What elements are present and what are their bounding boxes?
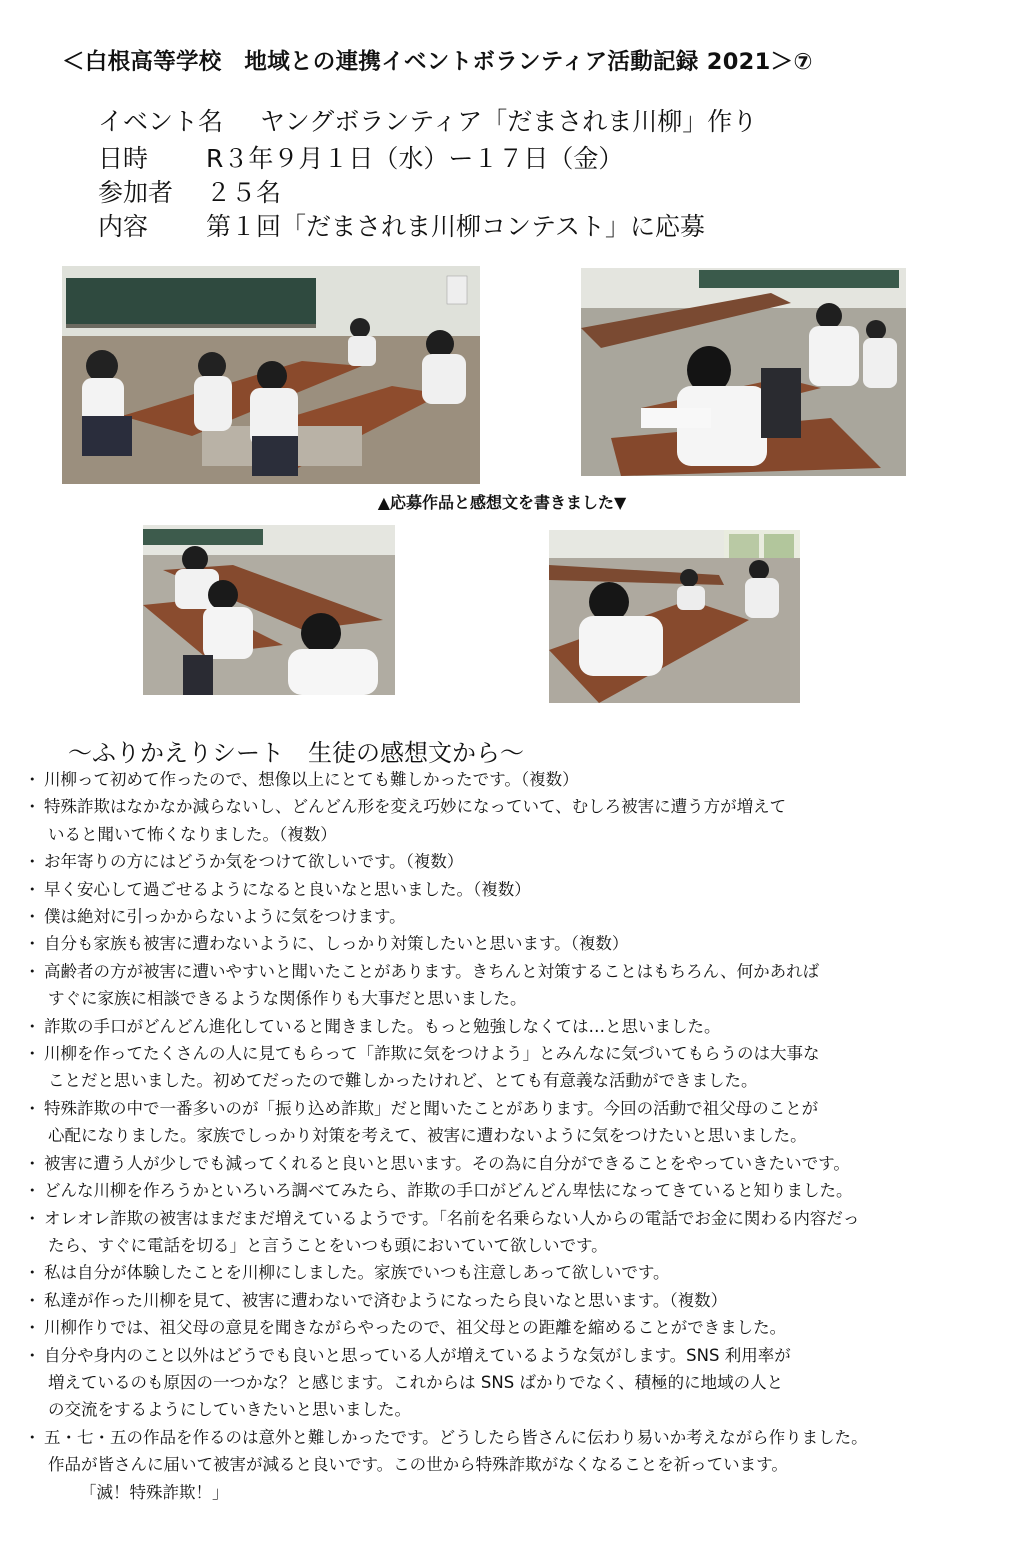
reflection-line: ・ どんな川柳を作ろうかといろいろ調べてみたら、詐欺の手口がどんどん卑怯になってきていると知りました。 — [44, 1181, 853, 1201]
reflection-line: ・ 川柳作りでは、祖父母の意見を聞きながらやったので、祖父母との距離を縮めることができました。 — [44, 1318, 787, 1338]
reflections-title: ～ふりかえりシート 生徒の感想文から～ — [68, 739, 524, 767]
reflection-item — [30, 1150, 1020, 1177]
event-date-value: R３年９月１日（水）ー１７日（金） — [206, 144, 624, 173]
page-title: ＜白根高等学校 地域との連携イベントボランティア活動記録 2021＞⑦ — [62, 49, 813, 75]
reflection-item — [30, 876, 1020, 903]
reflection-item — [30, 848, 1020, 875]
event-name-row — [98, 102, 757, 138]
event-date-label: 日時 — [98, 144, 149, 173]
reflection-item — [30, 1177, 1020, 1204]
reflection-line: ・ 早く安心して過ごせるようになると良いなと思いました。（複数） — [44, 879, 531, 899]
reflection-line: ・ 自分や身内のこと以外はどうでも良いと思っている人が増えているような気がします。SNS 利用率が — [44, 1345, 791, 1365]
reflection-line: ・ 被害に遭う人が少しでも減ってくれると良いと思います。その為に自分ができることをやっていきたいです。 — [44, 1153, 850, 1173]
reflection-line: 心配になりました。家族でしっかり対策を考えて、被害に遭わないように気をつけたいと思いました。 — [48, 1126, 807, 1146]
reflection-line: 作品が皆さんに届いて被害が減ると良いです。この世から特殊詐欺がなくなることを祈っています。 — [48, 1455, 788, 1475]
reflection-item — [30, 930, 1020, 957]
reflection-line: ・ 自分も家族も被害に遭わないように、しっかり対策したいと思います。（複数） — [44, 934, 629, 954]
reflection-line: ・ お年寄りの方にはどうか気をつけて欲しいです。（複数） — [44, 852, 464, 872]
event-name-label: イベント名 — [98, 107, 224, 136]
photo-caption: ▲応募作品と感想文を書きました▼ — [377, 493, 627, 512]
content-row — [98, 207, 705, 243]
reflection-line: ・ 特殊詐欺はなかなか減らないし、どんどん形を変え巧妙になっていて、むしろ被害に遭う方が増えて — [44, 797, 787, 817]
reflection-line: の交流をするようにしていきたいと思いました。 — [48, 1400, 411, 1420]
reflection-item — [30, 1095, 1020, 1150]
content-label: 内容 — [98, 212, 149, 241]
reflection-line: ・ オレオレ詐欺の被害はまだまだ増えているようです。「名前を名乗らない人からの電話でお金に関わる内容だっ — [44, 1208, 860, 1228]
students-writing-photo — [581, 268, 906, 476]
reflection-line: ・ 川柳を作ってたくさんの人に見てもらって「詐欺に気をつけよう」とみんなに気づいてもらうのは大事な — [44, 1044, 820, 1064]
participants-row — [98, 173, 281, 209]
reflection-line: たら、すぐに電話を切る」と言うことをいつも頭においていて欲しいです。 — [48, 1235, 608, 1255]
reflection-item — [30, 903, 1020, 930]
desk-row-photo — [143, 525, 395, 695]
reflection-item — [30, 1040, 1020, 1095]
reflection-item — [30, 1205, 1020, 1260]
reflection-line: ・ 特殊詐欺の中で一番多いのが「振り込め詐欺」だと聞いたことがあります。今回の活動で祖父母のことが — [44, 1098, 819, 1118]
classroom-photo — [62, 266, 480, 484]
reflection-item — [30, 1259, 1020, 1286]
participants-label: 参加者 — [98, 178, 174, 207]
reflection-item — [30, 1342, 1020, 1424]
reflection-item — [30, 1013, 1020, 1040]
event-date-row — [98, 139, 623, 175]
reflection-item — [30, 1287, 1020, 1314]
event-name-value: ヤングボランティア「だまされま川柳」作り — [260, 107, 758, 136]
content-value: 第１回「だまされま川柳コンテスト」に応募 — [206, 212, 706, 241]
reflection-line: ・ 詐欺の手口がどんどん進化していると聞きました。もっと勉強しなくては…と思いました。 — [44, 1016, 721, 1036]
reflection-line: ・ 私達が作った川柳を見て、被害に遭わないで済むようになったら良いなと思います。（複数） — [44, 1290, 728, 1310]
reflection-line: いると聞いて怖くなりました。（複数） — [48, 824, 337, 844]
reflection-item — [30, 958, 1020, 1013]
reflection-item — [30, 1424, 1020, 1479]
reflection-item — [30, 793, 1020, 848]
reflection-item — [30, 1314, 1020, 1341]
reflection-line: ・ 僕は絶対に引っかからないように気をつけます。 — [44, 907, 406, 927]
reflection-line: ・ 私は自分が体験したことを川柳にしました。家族でいつも注意しあって欲しいです。 — [44, 1263, 670, 1283]
reflection-list — [30, 766, 1020, 1506]
reflection-line: ・ 高齢者の方が被害に遭いやすいと聞いたことがあります。きちんと対策することはもちろん、何かあれば — [44, 961, 820, 981]
reflection-line: すぐに家族に相談できるような関係作りも大事だと思いました。 — [48, 989, 527, 1009]
participants-value: ２５名 — [206, 178, 282, 207]
student-at-desk-photo — [549, 530, 800, 703]
reflection-line: 増えているのも原因の一つかな？と感じます。これからは SNS ばかりでなく、積極的に地域の人と — [48, 1372, 784, 1392]
reflection-line: ・ 川柳って初めて作ったので、想像以上にとても難しかったです。（複数） — [44, 770, 579, 789]
reflection-item — [30, 766, 1020, 793]
reflection-line: ことだと思いました。初めてだったので難しかったけれど、とても有意義な活動ができました。 — [48, 1071, 758, 1091]
reflection-line: ・ 五・七・五の作品を作るのは意外と難しかったです。どうしたら皆さんに伝わり易いか考えながら作りました。 — [44, 1427, 868, 1447]
slogan: 「滅！特殊詐欺！」 — [80, 1482, 229, 1502]
